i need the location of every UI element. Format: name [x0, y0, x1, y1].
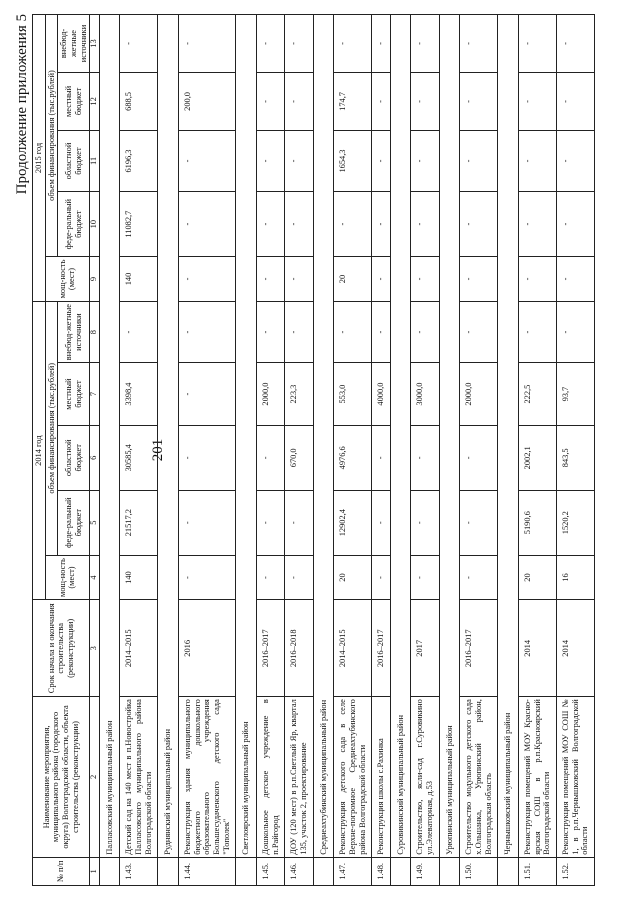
federal-2015: 11082,7	[120, 192, 158, 257]
extra-2014: -	[372, 301, 391, 362]
table-row	[334, 15, 372, 886]
row-name: Реконструкция здания муниципального бюджетного дошкольного образовательного учреждения Большесудаченского детского сада "Тополек"	[178, 697, 235, 857]
regional-2014: 4976,6	[334, 425, 372, 490]
section-number-cell	[158, 857, 179, 885]
section-title: Руднянский муниципальный район	[158, 15, 179, 858]
header-capacity-2015: мощ-ность (мест)	[45, 257, 90, 302]
capacity-2015: -	[411, 257, 439, 302]
row-number: 1.43.	[120, 857, 158, 885]
capacity-2015: -	[285, 257, 313, 302]
section-number-cell	[439, 857, 460, 885]
capacity-2014: 140	[120, 555, 158, 600]
local-2015: -	[372, 73, 391, 131]
row-number: 1.44.	[178, 857, 235, 885]
section-row	[99, 15, 120, 886]
local-2014: 2000,0	[256, 363, 284, 426]
capacity-2014: -	[285, 555, 313, 600]
row-term: 2016–2017	[460, 600, 498, 697]
capacity-2014: -	[460, 555, 498, 600]
table-row	[120, 15, 158, 886]
row-number: 1.48.	[372, 857, 391, 885]
federal-2014: -	[372, 490, 391, 555]
rotated-document-page	[10, 10, 610, 890]
regional-2014: 2002,1	[519, 425, 557, 490]
section-title: Среднеахтубинский муниципальный район	[313, 15, 334, 858]
regional-2015: -	[460, 130, 498, 191]
section-row	[158, 15, 179, 886]
extra-2015: -	[334, 15, 372, 73]
col-number: 9	[90, 257, 99, 302]
table-row	[557, 15, 595, 886]
section-row	[439, 15, 460, 886]
continuation-title: Продолжение приложения 5	[14, 14, 30, 195]
federal-2014: 21517,2	[120, 490, 158, 555]
row-term: 2016–2017	[256, 600, 284, 697]
local-2014: 4000,0	[372, 363, 391, 426]
page-number: 201	[150, 438, 166, 462]
header-row-1	[33, 15, 46, 886]
header-funding-2014: объем финансирования (тыс.рублей)	[45, 301, 58, 555]
section-row	[236, 15, 257, 886]
header-local-2015: местный бюджет	[58, 73, 90, 131]
local-2015: -	[285, 73, 313, 131]
extra-2014: -	[285, 301, 313, 362]
regional-2015: -	[256, 130, 284, 191]
capacity-2015: 140	[120, 257, 158, 302]
local-2014: -	[178, 363, 235, 426]
capacity-2014: -	[178, 555, 235, 600]
regional-2015: -	[519, 130, 557, 191]
federal-2015: -	[334, 192, 372, 257]
row-number: 1.45.	[256, 857, 284, 885]
row-term: 2016	[178, 600, 235, 697]
col-number: 1	[90, 857, 99, 885]
row-name: Дошкольное детское учреждение в п.Райгород	[256, 697, 284, 857]
row-term: 2014	[519, 600, 557, 697]
regional-2014: -	[256, 425, 284, 490]
regional-2014: -	[372, 425, 391, 490]
capacity-2015: -	[519, 257, 557, 302]
col-number: 10	[90, 192, 99, 257]
row-name: Строительство, ясли-сад г.Суровикино ул.Элеваторная, д.53	[411, 697, 439, 857]
row-name: ДОУ (120 мест) в р.п.Светлый Яр, квартал 135, участок 2, проектирование	[285, 697, 313, 857]
section-number-cell	[236, 857, 257, 885]
regional-2014: 30585,4	[120, 425, 158, 490]
federal-2014: -	[285, 490, 313, 555]
extra-2015: -	[372, 15, 391, 73]
col-number: 8	[90, 301, 99, 362]
federal-2015: -	[372, 192, 391, 257]
extra-2015: -	[411, 15, 439, 73]
local-2015: -	[557, 73, 595, 131]
regional-2015: -	[557, 130, 595, 191]
local-2014: 3000,0	[411, 363, 439, 426]
row-name: Реконструкция школы с.Рахинка	[372, 697, 391, 857]
row-term: 2017	[411, 600, 439, 697]
extra-2014: -	[334, 301, 372, 362]
header-extra-2014: внебюд-жетные источники	[58, 301, 90, 362]
header-regional-2015: областной бюджет	[58, 130, 90, 191]
row-name: Реконструкция детского сада в селе Верхне-погромное Среднеахтубинского района Волгоградской области	[334, 697, 372, 857]
section-row	[498, 15, 519, 886]
capacity-2015: -	[256, 257, 284, 302]
table-row	[372, 15, 391, 886]
regional-2014: -	[178, 425, 235, 490]
local-2014: 2000,0	[460, 363, 498, 426]
federal-2015: -	[519, 192, 557, 257]
capacity-2014: 20	[519, 555, 557, 600]
local-2015: -	[256, 73, 284, 131]
federal-2014: -	[411, 490, 439, 555]
header-term: Срок начала и окончания строительства (реконструкции)	[33, 600, 90, 697]
regional-2015: -	[178, 130, 235, 191]
federal-2015: -	[460, 192, 498, 257]
capacity-2015: -	[178, 257, 235, 302]
header-name: Наименование мероприятия, муниципального района (городского округа) Волгоградской области, объекта строительства (реконструкции)	[33, 697, 90, 857]
col-number: 3	[90, 600, 99, 697]
local-2014: 93,7	[557, 363, 595, 426]
federal-2014: 5190,6	[519, 490, 557, 555]
col-number: 4	[90, 555, 99, 600]
table-row	[411, 15, 439, 886]
capacity-2014: -	[411, 555, 439, 600]
col-number: 7	[90, 363, 99, 426]
capacity-2015: -	[372, 257, 391, 302]
extra-2015: -	[557, 15, 595, 73]
federal-2015: -	[557, 192, 595, 257]
header-extra-2015: внебюд-жетные источники	[58, 15, 90, 73]
col-number: 12	[90, 73, 99, 131]
extra-2014: -	[411, 301, 439, 362]
regional-2015: -	[372, 130, 391, 191]
regional-2014: 843,5	[557, 425, 595, 490]
col-number: 5	[90, 490, 99, 555]
col-number: 2	[90, 697, 99, 857]
section-title: Палласовский муниципальный район	[99, 15, 120, 858]
row-number: 1.51.	[519, 857, 557, 885]
regional-2014: 670,0	[285, 425, 313, 490]
row-number: 1.52.	[557, 857, 595, 885]
table-row	[460, 15, 498, 886]
header-capacity-2014: мощ-ность (мест)	[45, 555, 90, 600]
row-term: 2014–2015	[334, 600, 372, 697]
federal-2014: 1520,2	[557, 490, 595, 555]
row-term: 2016–2017	[372, 600, 391, 697]
header-federal-2014: феде-ральный бюджет	[58, 490, 90, 555]
row-name: Реконструкция помещений МОУ Красно-ярская СОШ в р.п.Красноярский Волгоградской области	[519, 697, 557, 857]
header-regional-2014: областной бюджет	[58, 425, 90, 490]
section-row	[313, 15, 334, 886]
capacity-2015: -	[557, 257, 595, 302]
capacity-2015: 20	[334, 257, 372, 302]
federal-2015: -	[411, 192, 439, 257]
header-funding-2015: объем финансирования (тыс.рублей)	[45, 15, 58, 257]
section-row	[390, 15, 411, 886]
header-year-2015: 2015 год	[33, 15, 46, 302]
row-name: Реконструкция помещений МОУ СОШ № 1, в р.п.Чернышковский Волгоградской области	[557, 697, 595, 857]
capacity-2015: -	[460, 257, 498, 302]
row-number: 1.50.	[460, 857, 498, 885]
section-number-cell	[498, 857, 519, 885]
extra-2015: -	[120, 15, 158, 73]
capacity-2014: -	[372, 555, 391, 600]
table-row	[519, 15, 557, 886]
federal-2015: -	[178, 192, 235, 257]
column-number-row	[90, 15, 99, 886]
local-2015: 200,0	[178, 73, 235, 131]
row-term: 2016–2018	[285, 600, 313, 697]
header-year-2014: 2014 год	[33, 301, 46, 600]
row-number: 1.46.	[285, 857, 313, 885]
capacity-2014: 16	[557, 555, 595, 600]
local-2015: -	[460, 73, 498, 131]
capacity-2014: -	[256, 555, 284, 600]
row-number: 1.47.	[334, 857, 372, 885]
row-name: Детский сад на 140 мест в п.Новостройка Палласовского муниципального района Волгоградской области	[120, 697, 158, 857]
local-2015: -	[411, 73, 439, 131]
federal-2015: -	[285, 192, 313, 257]
section-title: Светлоярский муниципальный район	[236, 15, 257, 858]
local-2014: 223,3	[285, 363, 313, 426]
row-number: 1.49.	[411, 857, 439, 885]
table-row	[256, 15, 284, 886]
capacity-2014: 20	[334, 555, 372, 600]
local-2015: -	[519, 73, 557, 131]
col-number: 11	[90, 130, 99, 191]
federal-2015: -	[256, 192, 284, 257]
regional-2015: -	[411, 130, 439, 191]
extra-2015: -	[519, 15, 557, 73]
col-number: 6	[90, 425, 99, 490]
extra-2014: -	[256, 301, 284, 362]
table-row	[285, 15, 313, 886]
local-2014: 553,0	[334, 363, 372, 426]
funding-table	[32, 14, 595, 886]
row-name: Строительство модульного детского сада х.Ольшанка, Урюпинский район, Волгоградская область	[460, 697, 498, 857]
table-row	[178, 15, 235, 886]
federal-2014: -	[178, 490, 235, 555]
regional-2014: -	[460, 425, 498, 490]
extra-2015: -	[460, 15, 498, 73]
row-term: 2014	[557, 600, 595, 697]
section-number-cell	[313, 857, 334, 885]
col-number: 13	[90, 15, 99, 73]
section-title: Суровикинский муниципальный район	[390, 15, 411, 858]
federal-2014: -	[460, 490, 498, 555]
header-no: № п/п	[33, 857, 90, 885]
section-title: Чернышковский муниципальный район	[498, 15, 519, 858]
local-2014: 3398,4	[120, 363, 158, 426]
regional-2015: -	[285, 130, 313, 191]
federal-2014: -	[256, 490, 284, 555]
local-2014: 222,5	[519, 363, 557, 426]
extra-2015: -	[178, 15, 235, 73]
extra-2015: -	[285, 15, 313, 73]
extra-2014: -	[557, 301, 595, 362]
extra-2014: -	[460, 301, 498, 362]
section-number-cell	[99, 857, 120, 885]
table-body	[99, 15, 594, 886]
row-term: 2014–2015	[120, 600, 158, 697]
local-2015: 688,5	[120, 73, 158, 131]
regional-2015: 1654,3	[334, 130, 372, 191]
extra-2014: -	[178, 301, 235, 362]
local-2015: 174,7	[334, 73, 372, 131]
header-local-2014: местный бюджет	[58, 363, 90, 426]
extra-2015: -	[256, 15, 284, 73]
regional-2015: 6196,3	[120, 130, 158, 191]
federal-2014: 12902,4	[334, 490, 372, 555]
section-title: Урюпинский муниципальный район	[439, 15, 460, 858]
header-federal-2015: феде-ральный бюджет	[58, 192, 90, 257]
regional-2014: -	[411, 425, 439, 490]
section-number-cell	[390, 857, 411, 885]
extra-2014: -	[519, 301, 557, 362]
extra-2014: -	[120, 301, 158, 362]
